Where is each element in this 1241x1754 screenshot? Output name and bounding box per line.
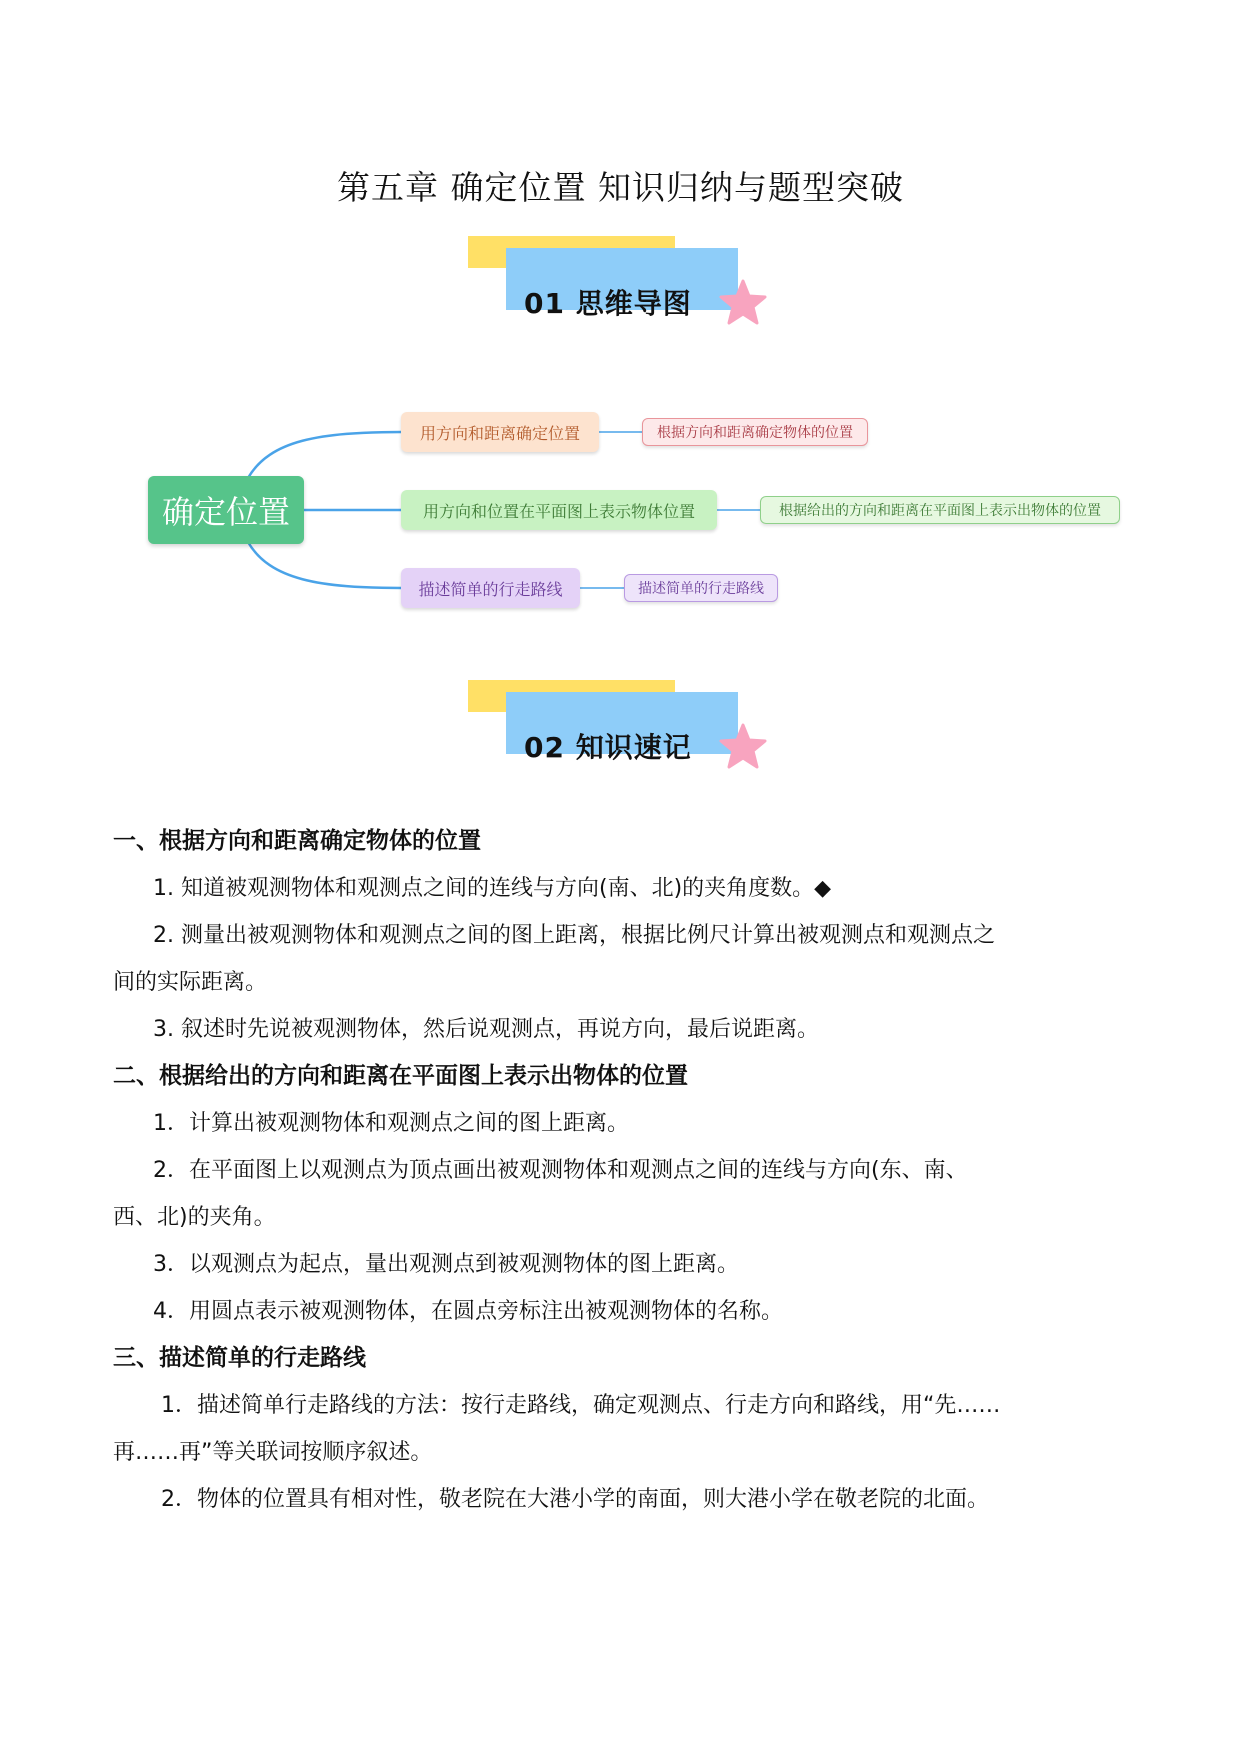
notes-paragraph: 4．用圆点表示被观测物体，在圆点旁标注出被观测物体的名称。 [153, 1299, 783, 1324]
notes-paragraph: 1. 知道被观测物体和观测点之间的连线与方向(南、北)的夹角度数。◆ [153, 876, 832, 901]
notes-paragraph: 3. 叙述时先说被观测物体，然后说观测点，再说方向，最后说距离。 [153, 1017, 819, 1042]
notes-heading-1: 一、根据方向和距离确定物体的位置 [113, 828, 481, 854]
mindmap-leaf-3: 描述简单的行走路线 [624, 574, 778, 602]
mindmap-leaf-2: 根据给出的方向和距离在平面图上表示出物体的位置 [760, 496, 1120, 524]
mindmap-root: 确定位置 [148, 476, 304, 544]
notes-paragraph: 2. 测量出被观测物体和观测点之间的图上距离，根据比例尺计算出被观测点和观测点之 [153, 923, 995, 948]
notes-content [113, 818, 1133, 1523]
section-banner-mindmap [468, 236, 768, 336]
mindmap-branch-3: 描述简单的行走路线 [401, 568, 580, 608]
section-banner-notes [468, 680, 768, 780]
notes-paragraph-continuation: 西、北)的夹角。 [113, 1205, 276, 1230]
star-icon [718, 278, 768, 328]
notes-paragraph-continuation: 间的实际距离。 [113, 970, 268, 995]
section-title: 01 思维导图 [524, 287, 692, 320]
notes-paragraph: 3．以观测点为起点，量出观测点到被观测物体的图上距离。 [153, 1252, 739, 1277]
notes-paragraph: 1．计算出被观测物体和观测点之间的图上距离。 [153, 1111, 629, 1136]
notes-paragraph: 2．物体的位置具有相对性，敬老院在大港小学的南面，则大港小学在敬老院的北面。 [161, 1487, 989, 1512]
page-title: 第五章 确定位置 知识归纳与题型突破 [337, 168, 904, 207]
mindmap-leaf-1: 根据方向和距离确定物体的位置 [642, 418, 868, 446]
mindmap-branch-2: 用方向和位置在平面图上表示物体位置 [401, 490, 717, 530]
section-title: 02 知识速记 [524, 731, 692, 764]
notes-heading-3: 三、描述简单的行走路线 [113, 1345, 366, 1371]
notes-paragraph-continuation: 再……再”等关联词按顺序叙述。 [113, 1440, 433, 1465]
notes-paragraph: 1．描述简单行走路线的方法：按行走路线，确定观测点、行走方向和路线，用“先…… [161, 1393, 1001, 1418]
mindmap-branch-1: 用方向和距离确定位置 [401, 412, 599, 452]
star-icon [718, 722, 768, 772]
notes-heading-2: 二、根据给出的方向和距离在平面图上表示出物体的位置 [113, 1063, 688, 1089]
notes-paragraph: 2．在平面图上以观测点为顶点画出被观测物体和观测点之间的连线与方向(东、南、 [153, 1158, 968, 1183]
